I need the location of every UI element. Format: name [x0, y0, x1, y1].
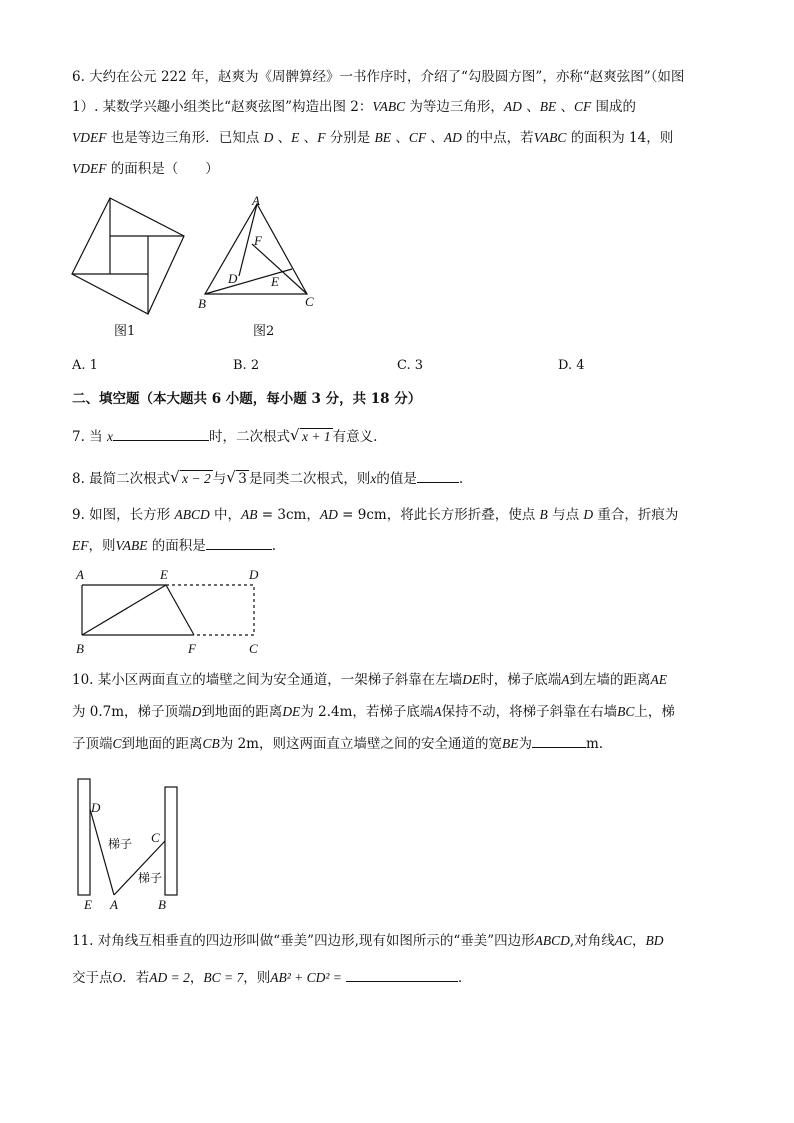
q9-label-b: B	[76, 641, 84, 656]
q10-math: DE	[282, 704, 301, 719]
q9-math: D	[583, 507, 594, 522]
q6-math: CF	[408, 130, 427, 145]
q10-label-ladder2: 梯子	[138, 871, 163, 885]
heading-text: 二、填空题（本大题共 6 小题，每小题 3 分，共 18 分）	[72, 391, 422, 407]
q7-answer-blank[interactable]	[113, 426, 209, 441]
option-label: C. 3	[397, 358, 424, 373]
q9-text: ，将此长方形折叠，使点	[386, 507, 540, 523]
q6-text: 为等边三角形，	[405, 99, 504, 115]
q7-text: 时，二次根式	[208, 429, 290, 445]
q6-option-a[interactable]	[72, 358, 98, 373]
q10-label-c: C	[151, 830, 160, 845]
q9-math: VABE	[115, 538, 148, 553]
q10-math: DE	[462, 672, 481, 687]
q6-math: VDEF	[72, 161, 107, 176]
caption-text: 图1	[114, 324, 136, 339]
q6-text: 分别是	[325, 130, 375, 146]
q6-fig2-caption	[253, 322, 274, 342]
q9-math: B	[539, 507, 548, 522]
caption-text: 图2	[253, 324, 275, 339]
q11-line2	[72, 967, 462, 988]
q6-math: AD	[443, 130, 462, 145]
q9-text: 9. 如图，长方形	[72, 507, 175, 523]
q10-text: 为 2.4m，若梯子底端	[300, 704, 434, 720]
q10-text: 保持不动，将梯子斜靠在右墙	[441, 704, 618, 720]
q6-line2	[72, 97, 636, 117]
q6-math: VABC	[372, 99, 406, 114]
q10-text: 为 2m，则这两面直立墙壁之间的安全通道的宽	[219, 736, 502, 752]
q9-text: = 3cm	[257, 507, 307, 523]
q6-fig1-caption	[114, 322, 135, 342]
q10-label-e: E	[84, 897, 92, 912]
fig2-label-e: E	[271, 274, 279, 289]
q6-text: 也是等边三角形．已知点	[106, 130, 264, 146]
q6-figure1	[70, 196, 190, 316]
q11-text: 交于点	[72, 970, 113, 986]
q6-text: 6. 大约在公元 222 年，赵爽为《周髀算经》一书作序时，介绍了“勾股圆方图”，亦称“赵爽弦图”（如图	[72, 69, 685, 85]
q9-line-be	[82, 585, 166, 635]
q9-text: .	[271, 538, 277, 554]
q9-math: ABCD	[174, 507, 210, 522]
option-label: D. 4	[558, 358, 585, 373]
q6-text: 围成的	[591, 99, 637, 115]
q10-text: 到地面的距离	[121, 736, 203, 752]
q10-math: A	[561, 672, 570, 687]
q10-math: C	[112, 736, 122, 751]
q8-sqrt2: √ 3	[226, 468, 247, 487]
section-heading	[72, 389, 421, 409]
q11-math: BD	[645, 933, 664, 948]
q9-fold-ef	[166, 585, 194, 635]
q10-text: 子顶端	[72, 736, 113, 752]
q11-text: ，	[631, 933, 646, 949]
q10-answer-blank[interactable]	[532, 733, 586, 748]
q8-text: 8. 最简二次根式	[72, 471, 171, 487]
q11-text: ．若	[122, 970, 150, 986]
q6-text: 1）. 某数学兴趣小组类比“赵爽弦图”构造出图 2：	[72, 99, 373, 115]
q11-math: O	[112, 970, 123, 985]
q8-sqrt1: √ x − 2	[170, 468, 211, 486]
q6-math: VDEF	[72, 130, 107, 145]
q6-figure2	[195, 192, 325, 312]
q9-text: = 9cm	[337, 507, 387, 523]
q10-math: BC	[617, 704, 635, 719]
q9-math: AD	[319, 507, 338, 522]
fig2-label-a: A	[252, 193, 260, 208]
q6-math: CF	[574, 99, 592, 114]
q9-text: 中，	[209, 507, 242, 523]
q6-text: 、	[521, 99, 540, 115]
q11-answer-blank[interactable]	[346, 967, 458, 982]
q8-text: 与	[212, 471, 227, 487]
q7-text: 7. 当	[72, 429, 107, 445]
q10-left-wall	[78, 779, 90, 895]
q10-math: AE	[650, 672, 668, 687]
q6-option-b[interactable]	[233, 358, 259, 373]
fig2-label-b: B	[198, 296, 206, 311]
q9-text: ，则	[88, 538, 116, 554]
q10-label-a: A	[110, 897, 118, 912]
q10-text: 为 0.7m，梯子顶端	[72, 704, 192, 720]
q11-text: .	[457, 970, 463, 986]
q11-text: ,对角线	[569, 933, 615, 949]
q6-math: D	[263, 130, 274, 145]
fig2-label-c: C	[305, 294, 314, 309]
q7-radicand: x + 1	[301, 429, 331, 444]
q6-option-d[interactable]	[558, 358, 585, 373]
q6-math: F	[317, 130, 326, 145]
q10-line1	[72, 670, 667, 690]
q6-math: AD	[503, 99, 522, 114]
q7-sqrt: √ x + 1	[289, 426, 331, 444]
q10-text: 到左墙的距离	[569, 672, 651, 688]
q6-line3: VDEF 也是等边三角形．已知点 D 、E 、F 分别是 BE 、CF 、AD 的中点，若VABC 的面积为 14，则	[72, 130, 674, 146]
q10-math: A	[433, 704, 442, 719]
q6-text: 、	[556, 99, 574, 115]
q11-math: AC	[614, 933, 632, 948]
q11-text: 11. 对角线互相垂直的四边形叫做“垂美”四边形,现有如图所示的“垂美”四边形	[72, 933, 535, 949]
q6-line1	[72, 67, 684, 87]
q8-text: 的值是	[376, 471, 417, 487]
q10-math: CB	[202, 736, 220, 751]
q10-label-ladder1: 梯子	[108, 837, 133, 851]
q9-math: EF	[72, 538, 89, 553]
option-label: B. 2	[233, 358, 260, 373]
q9-figure	[74, 565, 274, 655]
q6-line4	[72, 159, 219, 179]
q7	[72, 426, 377, 447]
fig2-label-d: D	[228, 271, 238, 286]
q10-ladder-ad	[90, 809, 114, 895]
q8-radicand: x − 2	[182, 471, 211, 486]
q6-option-c[interactable]	[397, 358, 423, 373]
q6-text: 的面积是（ ）	[106, 161, 219, 177]
q9-label-d: D	[249, 567, 259, 582]
q7-text: 有意义.	[332, 429, 378, 445]
q7-var: x	[106, 429, 113, 444]
q11-math: AD = 2	[149, 970, 190, 985]
q9-answer-blank[interactable]	[206, 535, 272, 550]
q10-text: m.	[585, 736, 604, 752]
q9-text: 与点	[547, 507, 584, 523]
q9-line1	[72, 505, 678, 525]
q9-label-c: C	[249, 641, 258, 656]
q9-text: 重合，折痕为	[593, 507, 679, 523]
q11-math: AB² + CD² =	[270, 970, 342, 985]
q11-line1	[72, 931, 663, 951]
q9-label-e: E	[160, 567, 168, 582]
fig1-outer-square	[72, 198, 184, 314]
q8	[72, 468, 463, 489]
q10-text: 时，梯子底端	[480, 672, 562, 688]
q11-math: ABCD	[534, 933, 570, 948]
q8-radicand: 3	[238, 471, 247, 487]
q6-math: VABC	[533, 130, 567, 145]
q10-text: 到地面的距离	[201, 704, 283, 720]
q11-text: ，	[189, 970, 204, 986]
q9-line2	[72, 535, 276, 556]
q10-line2	[72, 702, 675, 722]
q9-label-a: A	[76, 567, 84, 582]
q10-text: 为	[518, 736, 532, 752]
fig2-line-cf	[252, 244, 307, 294]
q9-text: 的面积是	[147, 538, 206, 554]
q11-text: ，则	[243, 970, 271, 986]
q9-text: ，	[306, 507, 320, 523]
q10-right-wall	[165, 787, 177, 895]
q6-text: 的中点，若	[461, 130, 534, 146]
q6-math: BE	[539, 99, 557, 114]
q10-label-d: D	[91, 800, 101, 815]
q10-math: D	[191, 704, 202, 719]
q8-answer-blank[interactable]	[417, 468, 459, 483]
q10-text: 10. 某小区两面直立的墙壁之间为安全通道，一架梯子斜靠在左墙	[72, 672, 463, 688]
q10-figure	[70, 775, 200, 915]
q10-line3	[72, 733, 603, 754]
q6-math: BE	[374, 130, 392, 145]
q9-label-f: F	[188, 641, 196, 656]
q10-label-b: B	[158, 897, 166, 912]
option-label: A. 1	[72, 358, 98, 373]
q8-text: .	[458, 471, 464, 487]
q9-math: AB	[241, 507, 258, 522]
q6-math: E	[291, 130, 300, 145]
q8-text: 是同类二次根式，则	[248, 471, 371, 487]
q6-text: 的面积为 14，则	[566, 130, 674, 146]
q10-text: 上，梯	[634, 704, 675, 720]
q8-var: x	[370, 471, 377, 486]
q11-math: BC = 7	[203, 970, 244, 985]
fig2-label-f: F	[254, 233, 262, 248]
q9-dashed-part	[166, 585, 254, 635]
q10-math: BE	[501, 736, 519, 751]
